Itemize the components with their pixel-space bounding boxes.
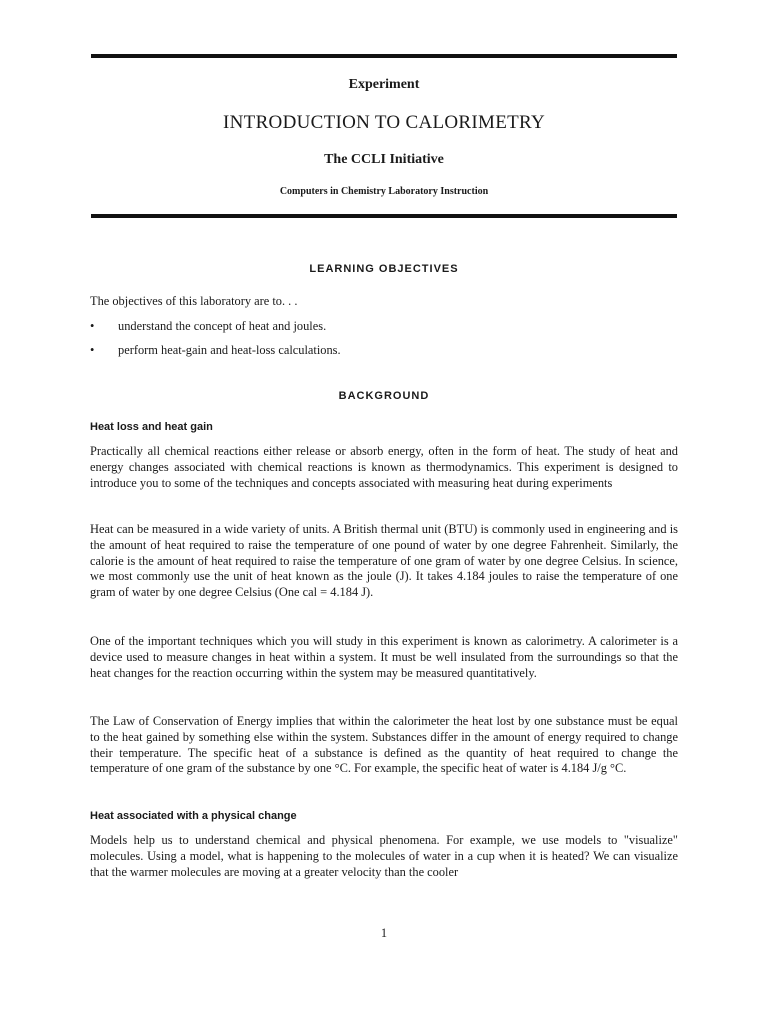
bullet-marker: •	[90, 319, 95, 333]
objective-text: understand the concept of heat and joules.	[118, 319, 327, 333]
experiment-label: Experiment	[348, 77, 420, 92]
objective-item	[90, 343, 341, 358]
paragraph-1: Practically all chemical reactions either release or absorb energy, often in the form of heat. The study of heat and energy changes associated with chemical reactions is known as thermodynamics. This experiment is designed to introduce you to some of the techniques and concepts associated with measuring heat during experiments	[90, 444, 678, 490]
bottom-rule	[91, 214, 677, 218]
initiative-name: The CCLI Initiative	[324, 152, 444, 167]
paragraph-5: Models help us to understand chemical and physical phenomena. For example, we use models to "visualize" molecules. Using a model, what is happening to the molecules of water in a cup when it is heated? We can visualize that the warmer molecules are moving at a greater velocity than the cooler	[90, 833, 678, 879]
paragraph-3: One of the important techniques which you will study in this experiment is known as calorimetry. A calorimeter is a device used to measure changes in heat within a system. It must be well insulated from the surroundings so that the heat changes for the reaction occurring within the system may be measured quantitatively.	[90, 634, 678, 680]
paragraph-2: Heat can be measured in a wide variety of units. A British thermal unit (BTU) is commonly used in engineering and is the amount of heat required to raise the temperature of one pound of water by one degree Fahrenheit. Similarly, the calorie is the amount of heat required to raise the temperature of one gram of water by one degree Celsius. In science, we most commonly use the unit of heat known as the joule (J). It takes 4.184 joules to raise the temperature of one gram of water by one degree Celsius (One cal = 4.184 J).	[90, 522, 678, 600]
page-number: 1	[380, 926, 388, 940]
subheading-heat-loss-gain: Heat loss and heat gain	[90, 421, 213, 433]
objectives-intro: The objectives of this laboratory are to. . .	[90, 294, 298, 308]
page-title: INTRODUCTION TO CALORIMETRY	[223, 112, 545, 133]
subtitle: Computers in Chemistry Laboratory Instruction	[279, 186, 489, 197]
bullet-marker: •	[90, 343, 95, 357]
top-rule	[91, 54, 677, 58]
paragraph-4: The Law of Conservation of Energy implies that within the calorimeter the heat lost by one substance must be equal to the heat gained by something else within the system. Substances differ in the amount of energy required to change their temperature. The specific heat of a substance is defined as the quantity of heat required to change the temperature of one gram of the substance by one °C. For example, the specific heat of water is 4.184 J/g °C.	[90, 714, 678, 776]
background-heading: BACKGROUND	[338, 390, 430, 402]
subheading-physical-change: Heat associated with a physical change	[90, 810, 297, 822]
learning-objectives-heading: LEARNING OBJECTIVES	[309, 263, 459, 275]
objective-item	[90, 319, 326, 334]
objective-text: perform heat-gain and heat-loss calculations.	[118, 343, 341, 357]
